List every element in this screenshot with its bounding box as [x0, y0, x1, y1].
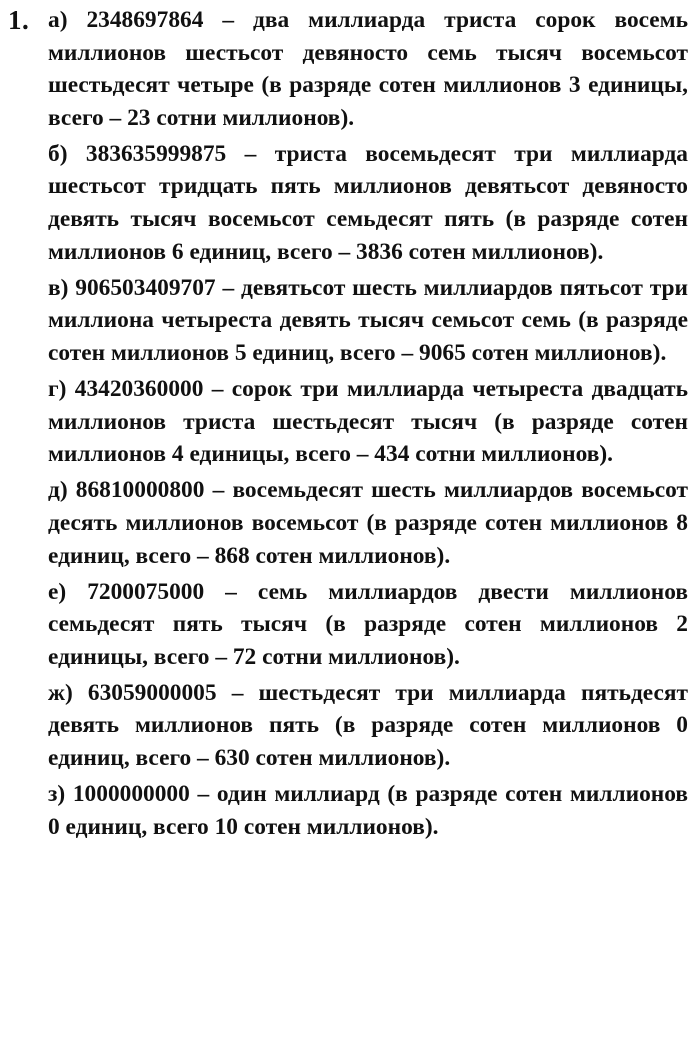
exercise-items — [48, 4, 688, 847]
item-zh: ж) 63059000005 – шестьдесят три миллиарда пятьдесят девять миллионов пять (в разряде сотен миллионов 0 единиц, всего – 630 сотен миллионов). — [48, 679, 688, 772]
item-e: е) 7200075000 – семь миллиардов двести миллионов семьдесят пять тысяч (в разряде сотен миллионов 2 единицы, всего – 72 сотни миллионов). — [48, 578, 688, 670]
exercise-1 — [8, 4, 688, 847]
item-d: д) 86810000800 – восемьдесят шесть миллиардов восемьсот десять миллионов восемьсот (в разряде сотен миллионов 8 единиц, всего – 868 сотен миллионов). — [48, 477, 688, 569]
item-z: з) 1000000000 – один миллиард (в разряде сотен миллионов 0 единиц, всего 10 сотен миллионов). — [48, 781, 688, 840]
item-g: г) 43420360000 – сорок три миллиарда четыреста двадцать миллионов триста шестьдесят тысяч (в разряде сотен миллионов 4 единицы, всего – 434 сотни миллионов). — [48, 376, 688, 468]
item-a: а) 2348697864 – два миллиарда триста сорок восемь миллионов шестьсот девяносто семь тысяч восемьсот шестьдесят четыре (в разряде сотен миллионов 3 единицы, всего – 23 сотни миллионов). — [48, 7, 688, 131]
item-v: в) 906503409707 – девятьсот шесть миллиардов пятьсот три миллиона четыреста девять тысяч семьсот семь (в разряде сотен миллионов 5 единиц, всего – 9065 сотен миллионов). — [48, 274, 688, 366]
exercise-number: 1. — [8, 5, 30, 35]
item-b: б) 383635999875 – триста восемьдесят три миллиарда шестьсот тридцать пять миллионов девятьсот девяносто девять тысяч восемьсот семьдесят пять (в разряде сотен миллионов 6 единиц, всего – 3836 сотен миллионов). — [48, 140, 688, 265]
